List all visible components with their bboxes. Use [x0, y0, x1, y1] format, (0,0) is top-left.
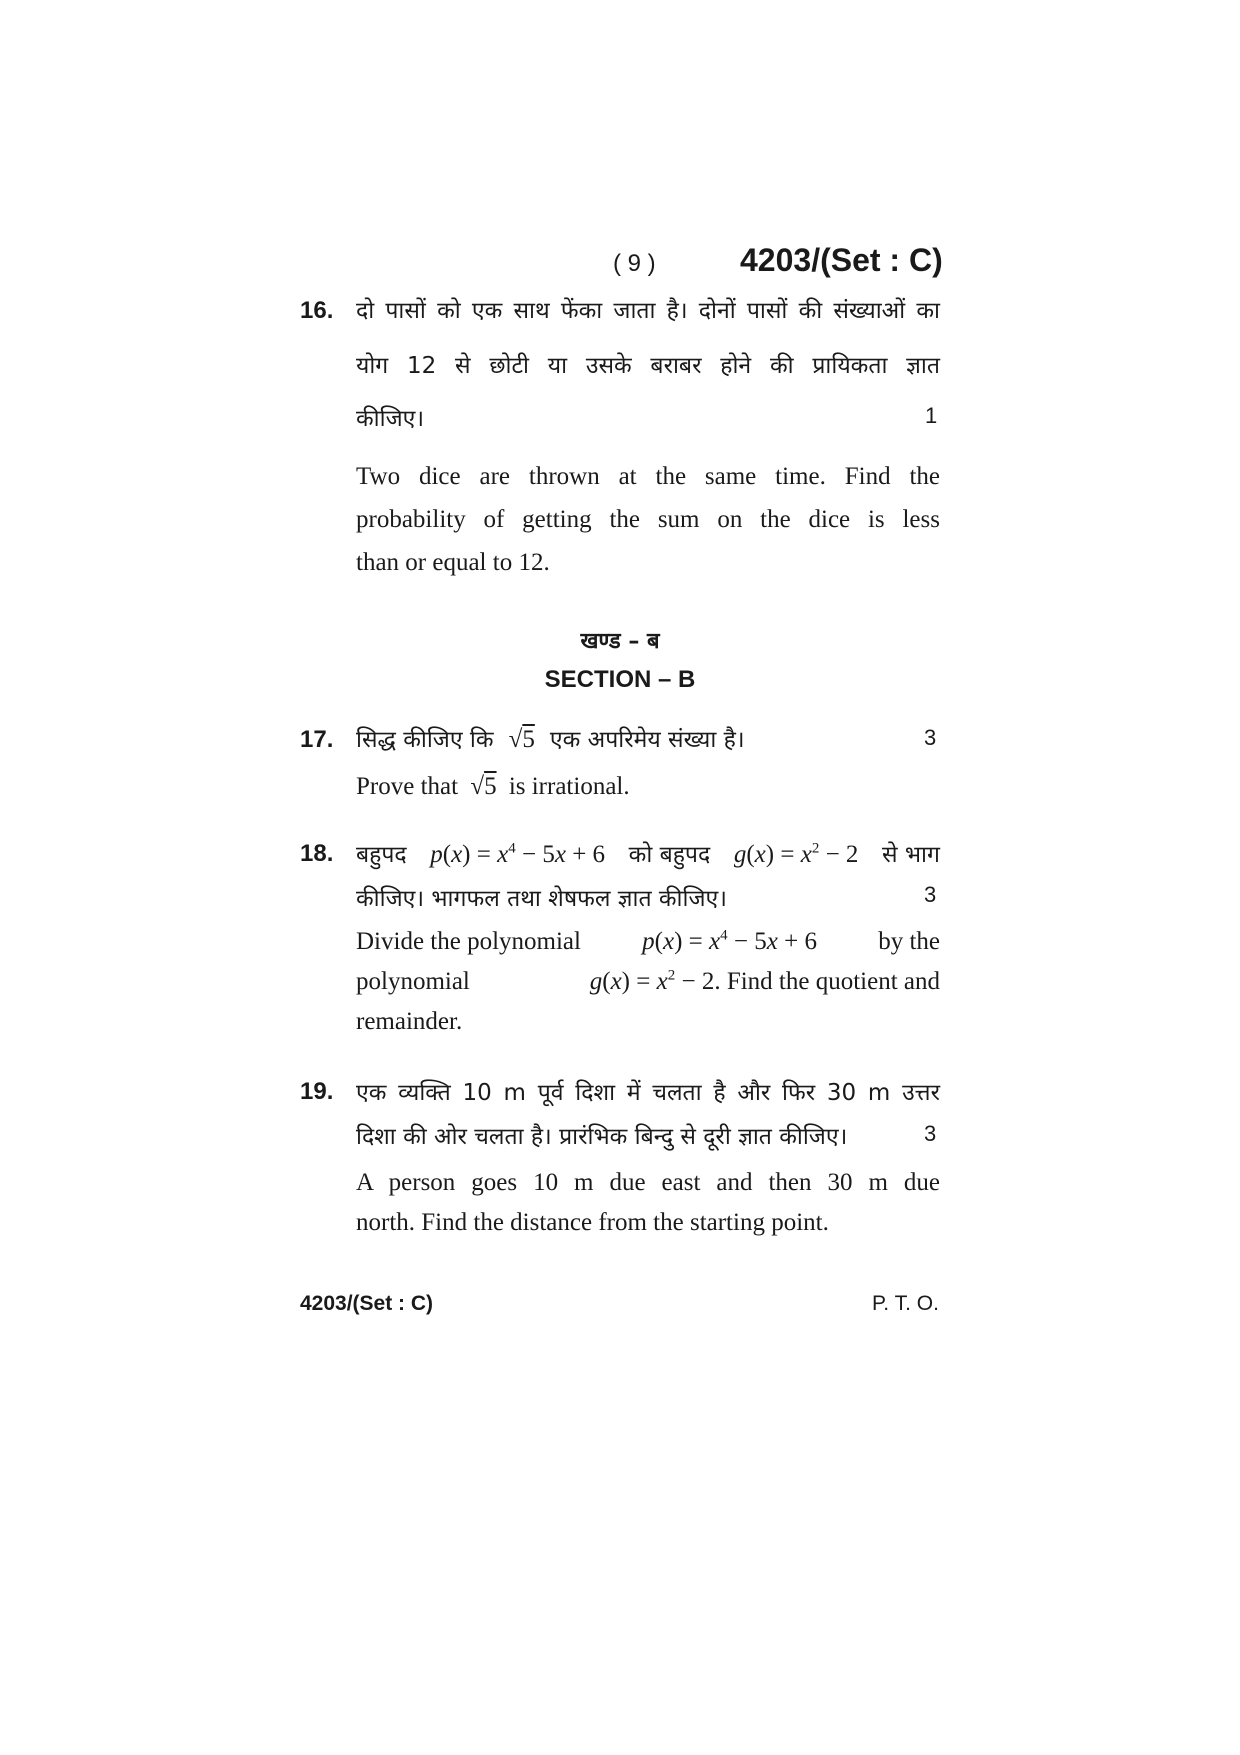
q16-hindi-line-3: कीजिए। — [356, 406, 425, 432]
polynomial-g: $g(x) = x^2 - 2$ — [733, 840, 859, 868]
footer-set-code: 4203/(Set : C) — [300, 1292, 434, 1315]
polynomial-p: $p(x) = x^4 - 5x + 6$ — [430, 840, 606, 868]
q18-marks: 3 — [924, 882, 937, 907]
question-number: 18. — [300, 840, 334, 867]
q18-hindi-line-1: बहुपद $p(x) = x^4 - 5x + 6$ को बहुपद $g(x) = x^2 - 2$ से भाग — [356, 840, 940, 868]
q16-hindi-line-1: दो पासों को एक साथ फेंका जाता है। दोनों पासों की संख्याओं का — [356, 298, 940, 324]
question-number: 17. — [300, 726, 334, 753]
set-code-header: 4203/(Set : C) — [740, 242, 943, 278]
q19-english-line-2: north. Find the distance from the starting point. — [356, 1209, 829, 1236]
q19-hindi-line-2: दिशा की ओर चलता है। प्रारंभिक बिन्दु से दूरी ज्ञात कीजिए। — [356, 1124, 848, 1150]
q17-hindi-post: एक अपरिमेय संख्या है। — [549, 727, 745, 753]
polynomial-p: $p(x) = x^4 - 5x + 6$ — [642, 927, 817, 955]
q18-hindi-line-2: कीजिए। भागफल तथा शेषफल ज्ञात कीजिए। — [356, 886, 727, 912]
q17-marks: 3 — [924, 725, 937, 750]
q17-hindi-pre: सिद्ध कीजिए कि — [356, 727, 494, 753]
q19-english-line-1: A person goes 10 m due east and then 30 m due — [356, 1169, 940, 1196]
q18-english-line-1: Divide the polynomial $p(x) = x^4 - 5x + 6$ by the — [356, 927, 940, 955]
q16-english-line-1: Two dice are thrown at the same time. Find the — [356, 463, 940, 490]
question-number: 19. — [300, 1078, 334, 1105]
footer-pto: P. T. O. — [872, 1292, 939, 1315]
q19-hindi-line-1: एक व्यक्ति 10 m पूर्व दिशा में चलता है और फिर 30 m उत्तर — [356, 1080, 940, 1106]
q17-hindi-line — [356, 722, 745, 754]
section-heading-hindi: खण्ड – ब — [580, 629, 660, 654]
q16-hindi-line-2: योग 12 से छोटी या उसके बराबर होने की प्रायिकता ज्ञात — [356, 353, 940, 379]
q16-marks: 1 — [925, 403, 938, 428]
polynomial-g: $g(x) = x^2 - 2$ — [589, 967, 715, 995]
question-number: 16. — [300, 297, 334, 324]
q19-marks: 3 — [924, 1121, 937, 1146]
q17-english-line: Prove that √5 is irrational. — [356, 773, 630, 800]
q16-english-line-3: than or equal to 12. — [356, 549, 550, 576]
q18-english-line-3: remainder. — [356, 1008, 463, 1035]
sqrt-expression: √5 — [470, 773, 497, 800]
section-heading-english: SECTION – B — [544, 666, 696, 693]
q18-english-line-2: polynomial $g(x) = x^2 - 2$. Find the quotient and — [356, 967, 940, 995]
page-number: ( 9 ) — [613, 250, 656, 277]
sqrt-expression: √5 — [508, 726, 535, 753]
q16-english-line-2: probability of getting the sum on the dice is less — [356, 506, 940, 533]
